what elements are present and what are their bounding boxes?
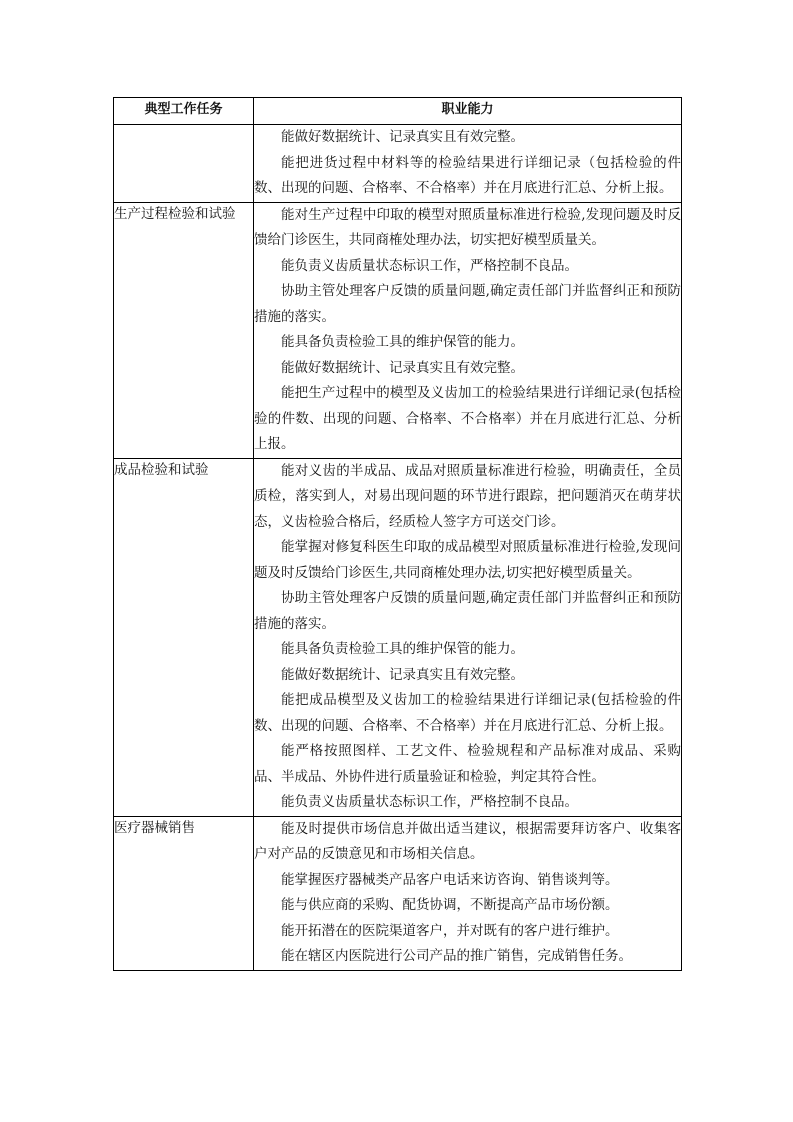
table-row xyxy=(114,125,682,203)
ability-item: 协助主管处理客户反馈的质量问题,确定责任部门并监督纠正和预防措施的落实。 xyxy=(254,283,681,325)
ability-item: 能在辖区内医院进行公司产品的推广销售，完成销售任务。 xyxy=(281,948,632,964)
ability-item: 能掌握对修复科医生印取的成品模型对照质量标准进行检验,发现问题及时反馈给门诊医生,共同商榷处理办法,切实把好模型质量关。 xyxy=(254,539,681,581)
ability-cell xyxy=(254,816,682,970)
ability-item: 能掌握医疗器械类产品客户电话来访咨询、销售谈判等。 xyxy=(281,871,619,888)
header-row xyxy=(114,98,682,125)
ability-item: 能做好数据统计、记录真实且有效完整。 xyxy=(281,129,524,145)
table-row xyxy=(114,202,682,458)
ability-item: 能与供应商的采购、配货协调，不断提高产品市场份额。 xyxy=(281,897,619,913)
ability-item: 能开拓潜在的医院渠道客户，并对既有的客户进行维护。 xyxy=(281,922,619,939)
ability-cell xyxy=(254,458,682,816)
ability-item: 能严格按照图样、工艺文件、检验规程和产品标准对成品、采购品、半成品、外协件进行质量验证和检验，判定其符合性。 xyxy=(254,743,681,785)
task-cell: 医疗器械销售 xyxy=(114,816,254,970)
task-cell: 成品检验和试验 xyxy=(114,458,254,816)
table-row xyxy=(114,458,682,816)
ability-cell xyxy=(254,202,682,458)
ability-item: 能把成品模型及义齿加工的检验结果进行详细记录(包括检验的件数、出现的问题、合格率、不合格率）并在月底进行汇总、分析上报。 xyxy=(254,692,681,734)
ability-item: 能把进货过程中材料等的检验结果进行详细记录（包括检验的件数、出现的问题、合格率、不合格率）并在月底进行汇总、分析上报。 xyxy=(254,154,681,196)
ability-item: 能负责义齿质量状态标识工作，严格控制不良品。 xyxy=(281,794,578,810)
task-cell: 生产过程检验和试验 xyxy=(114,202,254,458)
task-cell xyxy=(114,125,254,203)
ability-item: 能做好数据统计、记录真实且有效完整。 xyxy=(281,359,524,376)
ability-item: 能对生产过程中印取的模型对照质量标准进行检验,发现问题及时反馈给门诊医生，共同商榷处理办法，切实把好模型质量关。 xyxy=(254,206,681,248)
table-row xyxy=(114,816,682,970)
header-task: 典型工作任务 xyxy=(114,98,254,125)
ability-item: 能及时提供市场信息并做出适当建议，根据需要拜访客户、收集客户对产品的反馈意见和市场相关信息。 xyxy=(254,820,681,862)
ability-item: 能具备负责检验工具的维护保管的能力。 xyxy=(281,334,524,350)
ability-item: 能负责义齿质量状态标识工作，严格控制不良品。 xyxy=(281,257,578,274)
ability-item: 协助主管处理客户反馈的质量问题,确定责任部门并监督纠正和预防措施的落实。 xyxy=(254,590,681,632)
ability-item: 能具备负责检验工具的维护保管的能力。 xyxy=(281,641,524,657)
header-ability: 职业能力 xyxy=(254,98,682,125)
ability-item: 能把生产过程中的模型及义齿加工的检验结果进行详细记录(包括检验的件数、出现的问题、合格率、不合格率）并在月底进行汇总、分析上报。 xyxy=(254,385,681,452)
ability-item: 能做好数据统计、记录真实且有效完整。 xyxy=(281,666,524,683)
competency-table xyxy=(113,97,682,971)
ability-item: 能对义齿的半成品、成品对照质量标准进行检验，明确责任，全员质检，落实到人，对易出现问题的环节进行跟踪，把问题消灭在萌芽状态，义齿检验合格后，经质检人签字方可送交门诊。 xyxy=(254,462,681,530)
ability-cell xyxy=(254,125,682,203)
